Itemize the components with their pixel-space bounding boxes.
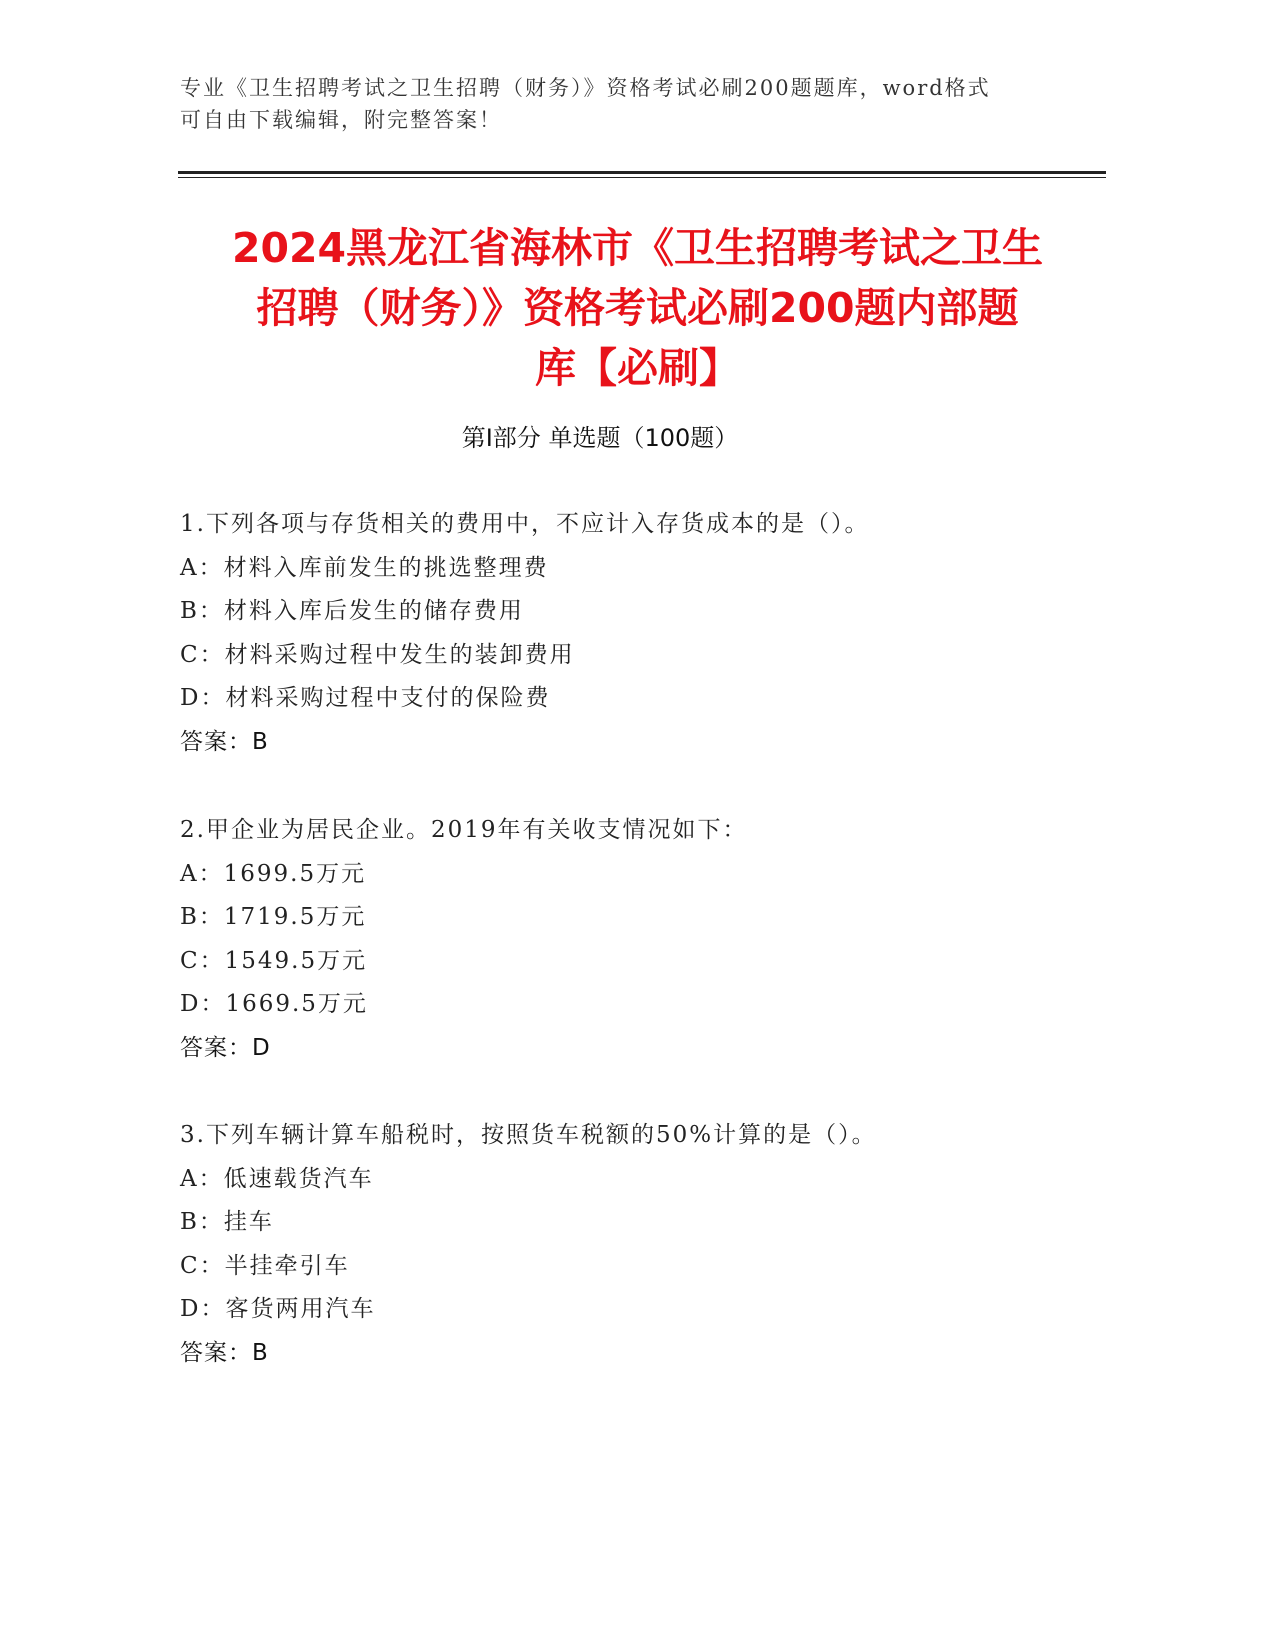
header-divider-thin	[178, 177, 1106, 178]
question-stem: 2.甲企业为居民企业。2019年有关收支情况如下：	[180, 817, 748, 843]
title-line-2: 招聘（财务）》资格考试必刷200题内部题	[256, 284, 1019, 332]
question-3	[180, 1114, 1120, 1375]
answer: 答案：B	[180, 1339, 269, 1366]
option-d: D：客货两用汽车	[180, 1296, 376, 1322]
title-line-3: 库【必刷】	[535, 344, 740, 392]
header-divider-thick	[178, 171, 1106, 174]
option-c: C：半挂牵引车	[180, 1252, 350, 1279]
option-d: D：1669.5万元	[180, 991, 368, 1017]
answer: 答案：B	[180, 728, 269, 755]
header-note	[180, 72, 1040, 136]
question-1	[180, 503, 1120, 764]
header-note-line-2: 可自由下载编辑，附完整答案！	[180, 108, 502, 132]
option-c: C：材料采购过程中发生的装卸费用	[180, 641, 575, 668]
question-2	[180, 809, 1120, 1070]
title-line-1: 2024黑龙江省海林市《卫生招聘考试之卫生	[231, 224, 1044, 272]
option-b: B：1719.5万元	[180, 904, 367, 930]
question-stem: 3.下列车辆计算车船税时，按照货车税额的50%计算的是（）。	[180, 1122, 877, 1148]
section-title: 第I部分 单选题（100题）	[461, 424, 739, 452]
option-b: B：材料入库后发生的储存费用	[180, 598, 524, 624]
question-stem: 1.下列各项与存货相关的费用中，不应计入存货成本的是（）。	[180, 511, 870, 537]
option-a: A：1699.5万元	[180, 860, 367, 887]
header-note-line-1: 专业《卫生招聘考试之卫生招聘（财务）》资格考试必刷200题题库，word格式	[180, 76, 991, 100]
option-a: A：低速载货汽车	[180, 1165, 374, 1192]
answer: 答案：D	[180, 1034, 271, 1061]
option-b: B：挂车	[180, 1209, 274, 1235]
option-a: A：材料入库前发生的挑选整理费	[180, 554, 549, 581]
option-c: C：1549.5万元	[180, 947, 368, 974]
document-title	[160, 218, 1115, 398]
option-d: D：材料采购过程中支付的保险费	[180, 685, 551, 711]
